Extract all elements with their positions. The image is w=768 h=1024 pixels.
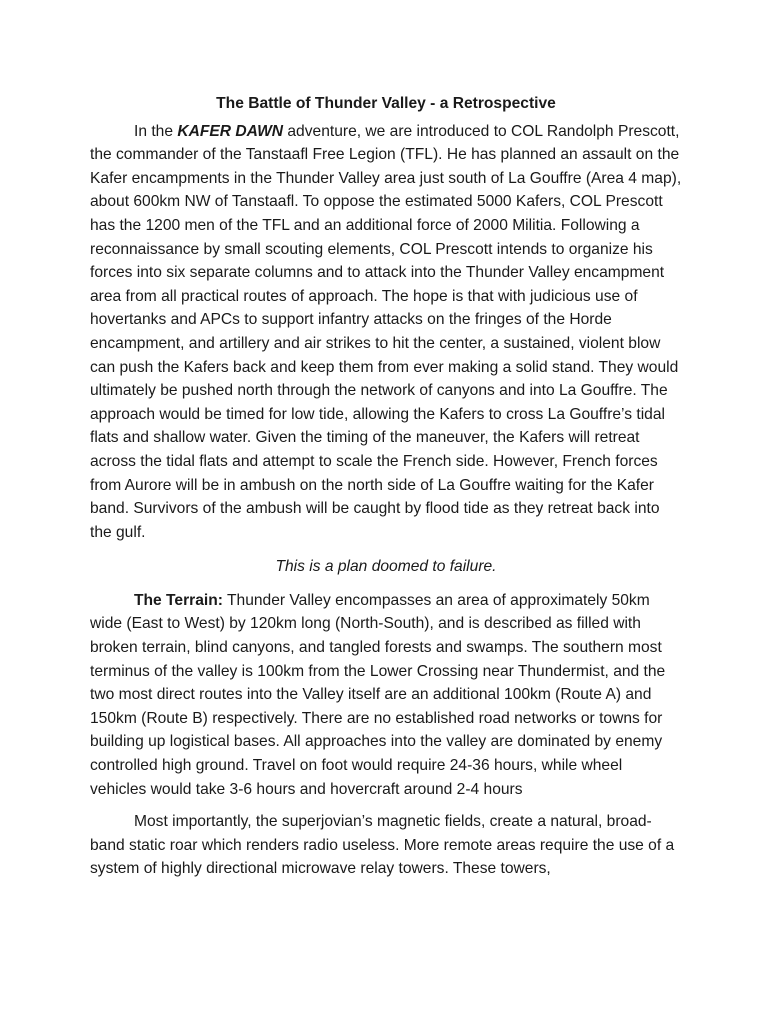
terrain-body-text: Thunder Valley encompasses an area of approximately 50km wide (East to West) by 120km long (North-South), and is described as filled with broken terrain, blind canyons, and tangled forests and swamps. The southern most terminus of the valley is 100km from the Lower Crossing near Thundermist, and the two most direct routes into the Valley itself are an additional 100km (Route A) and 150km (Route B) respectively. There are no established road networks or towns for building up logistical bases. All approaches into the valley are dominated by enemy controlled high ground. Travel on foot would require 24-36 hours, while wheel vehicles would take 3-6 hours and hovercraft around 2-4 hours: [90, 591, 666, 798]
intro-paragraph: [90, 120, 682, 545]
terrain-heading: The Terrain:: [134, 591, 223, 609]
document-title: The Battle of Thunder Valley - a Retrospective: [216, 95, 556, 112]
intro-body-text: adventure, we are introduced to COL Randolph Prescott, the commander of the Tanstaafl Free Legion (TFL). He has planned an assault on the Kafer encampments in the Thunder Valley area just south of La Gouffre (Area 4 map), about 600km NW of Tanstaafl. To oppose the estimated 5000 Kafers, COL Prescott has the 1200 men of the TFL and an additional force of 2000 Militia. Following a reconnaissance by small scouting elements, COL Prescott intends to organize his forces into six separate columns and to attack into the Thunder Valley encampment area from all practical routes of approach. The hope is that with judicious use of hovertanks and APCs to support infantry attacks on the fringes of the Horde encampment, and artillery and air strikes to hit the center, a sustained, violent blow can push the Kafers back and keep them from ever making a solid stand. They would ultimately be pushed north through the network of canyons and into La Gouffre. The approach would be timed for low tide, allowing the Kafers to cross La Gouffre’s tidal flats and shallow water. Given the timing of the maneuver, the Kafers will retreat across the tidal flats and attempt to scale the French side. However, French forces from Aurore will be in ambush on the north side of La Gouffre waiting for the Kafer band. Survivors of the ambush will be caught by flood tide as they retreat back into the gulf.: [90, 122, 682, 541]
document-body: [90, 92, 682, 881]
kafer-dawn-emphasis: KAFER DAWN: [177, 122, 284, 140]
magnetic-fields-paragraph: Most importantly, the superjovian’s magnetic fields, create a natural, broad-band static roar which renders radio useless. More remote areas require the use of a system of highly directional microwave relay towers. These towers,: [90, 813, 675, 878]
terrain-paragraph: [90, 589, 682, 801]
doomed-plan-statement: This is a plan doomed to failure.: [275, 558, 497, 576]
intro-lead-text: In the: [134, 122, 178, 140]
